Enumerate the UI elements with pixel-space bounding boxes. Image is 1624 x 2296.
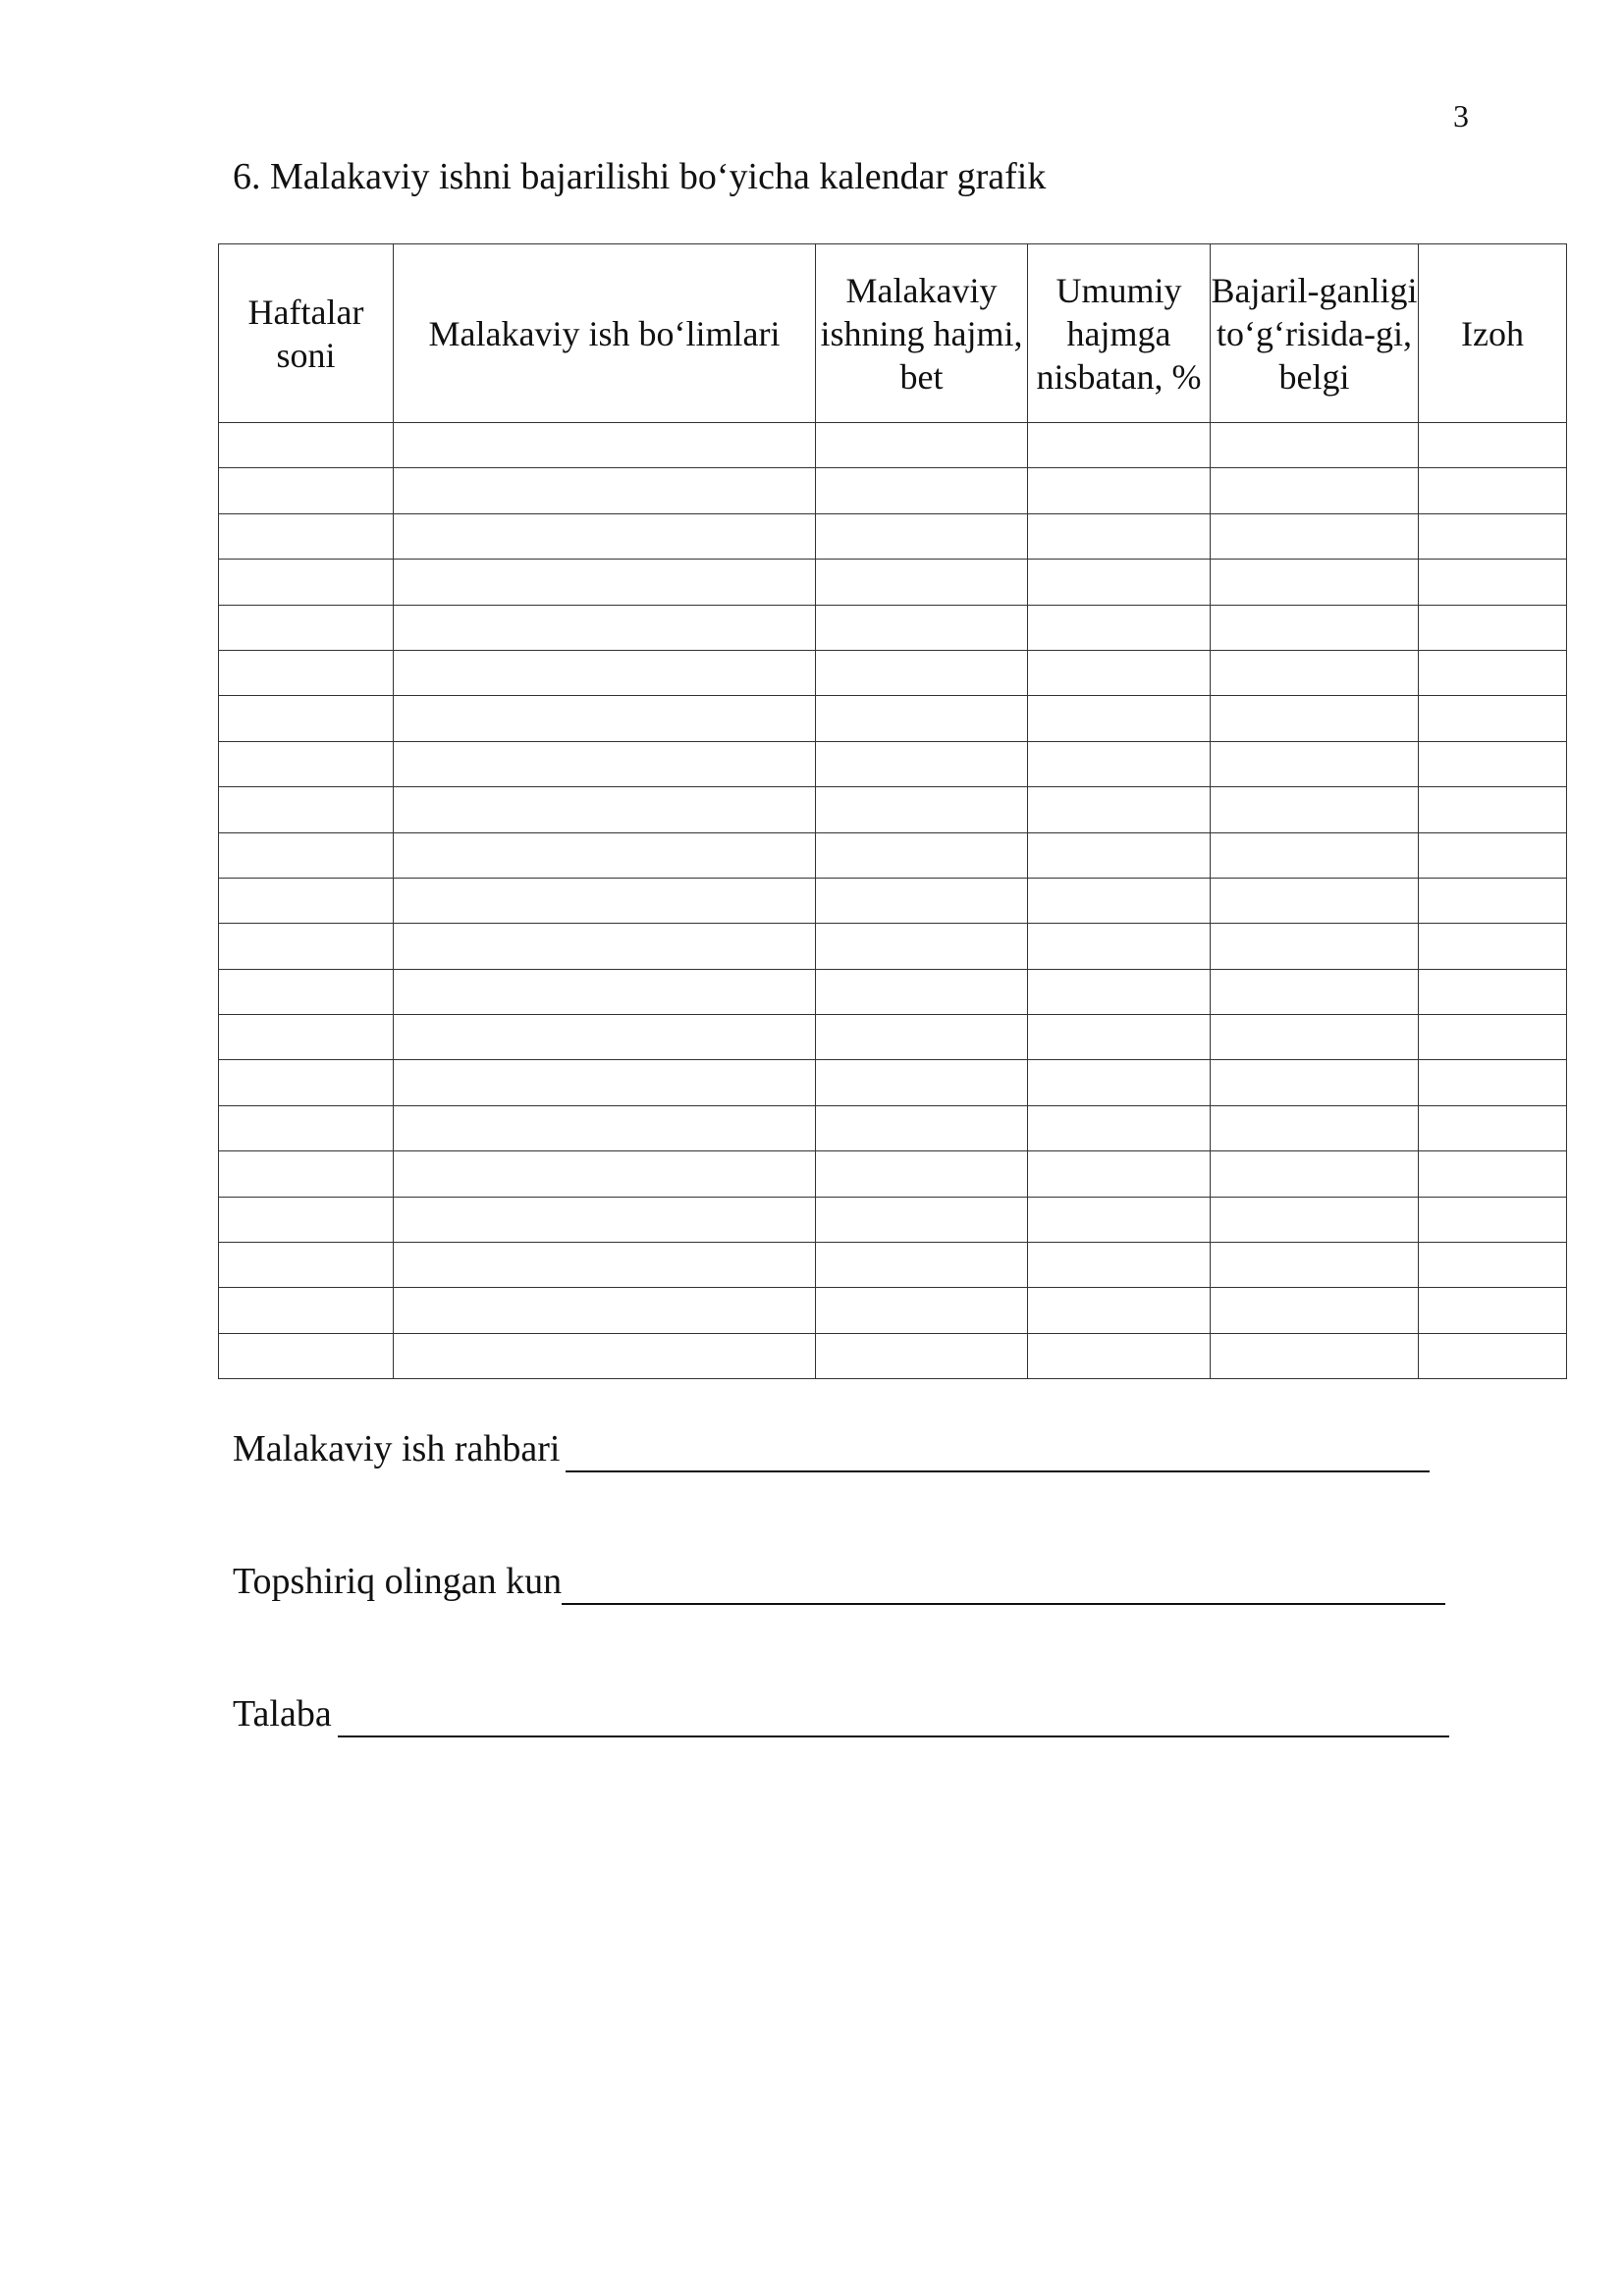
table-cell[interactable] (219, 832, 394, 878)
table-cell[interactable] (1419, 468, 1567, 513)
table-cell[interactable] (1028, 468, 1211, 513)
table-cell[interactable] (1028, 650, 1211, 695)
table-cell[interactable] (1211, 513, 1419, 559)
table-cell[interactable] (1028, 605, 1211, 650)
table-cell[interactable] (1419, 741, 1567, 786)
section-title: 6. Malakaviy ishni bajarilishi bo‘yicha kalendar grafik (233, 156, 1047, 197)
table-row (219, 1105, 1567, 1150)
table-cell[interactable] (816, 741, 1028, 786)
table-cell[interactable] (219, 423, 394, 468)
table-cell[interactable] (394, 1151, 816, 1197)
table-cell[interactable] (394, 560, 816, 605)
table-cell[interactable] (816, 832, 1028, 878)
table-cell[interactable] (1028, 969, 1211, 1014)
assignment-date-blank[interactable] (562, 1572, 1445, 1605)
table-cell[interactable] (1211, 650, 1419, 695)
table-cell[interactable] (1419, 513, 1567, 559)
table-cell[interactable] (394, 1105, 816, 1150)
table-cell[interactable] (394, 969, 816, 1014)
table-cell[interactable] (1419, 1151, 1567, 1197)
table-cell[interactable] (394, 423, 816, 468)
table-cell[interactable] (394, 468, 816, 513)
table-cell[interactable] (1028, 1288, 1211, 1333)
table-cell[interactable] (816, 924, 1028, 969)
table-cell[interactable] (816, 878, 1028, 923)
table-cell[interactable] (1419, 1197, 1567, 1242)
table-cell[interactable] (1028, 1015, 1211, 1060)
table-row (219, 605, 1567, 650)
table-cell[interactable] (1211, 1243, 1419, 1288)
table-cell[interactable] (1211, 1015, 1419, 1060)
table-cell[interactable] (1419, 605, 1567, 650)
table-cell[interactable] (1211, 605, 1419, 650)
table-cell[interactable] (1211, 1060, 1419, 1105)
table-cell[interactable] (816, 513, 1028, 559)
table-cell[interactable] (219, 1151, 394, 1197)
table-cell[interactable] (219, 787, 394, 832)
table-cell[interactable] (394, 1197, 816, 1242)
table-cell[interactable] (219, 1288, 394, 1333)
table-row (219, 787, 1567, 832)
assignment-date-label: Topshiriq olingan kun (233, 1561, 563, 1602)
table-cell[interactable] (394, 924, 816, 969)
table-row (219, 1333, 1567, 1378)
table-row (219, 560, 1567, 605)
table-cell[interactable] (1211, 1105, 1419, 1150)
table-cell[interactable] (816, 1243, 1028, 1288)
table-cell[interactable] (1028, 513, 1211, 559)
table-cell[interactable] (816, 650, 1028, 695)
table-cell[interactable] (1419, 696, 1567, 741)
table-cell[interactable] (816, 423, 1028, 468)
table-cell[interactable] (219, 513, 394, 559)
table-cell[interactable] (1211, 1151, 1419, 1197)
table-row (219, 1243, 1567, 1288)
table-cell[interactable] (219, 650, 394, 695)
table-cell[interactable] (394, 696, 816, 741)
table-row (219, 878, 1567, 923)
table-cell[interactable] (1028, 787, 1211, 832)
calendar-schedule-table (218, 243, 1567, 1379)
header-completion-mark: Bajaril-ganligi to‘g‘risida-gi, belgi (1211, 244, 1419, 423)
table-cell[interactable] (1419, 969, 1567, 1014)
table-cell[interactable] (1028, 423, 1211, 468)
table-cell[interactable] (816, 1015, 1028, 1060)
table-cell[interactable] (816, 1105, 1028, 1150)
table-cell[interactable] (816, 560, 1028, 605)
table-cell[interactable] (394, 1060, 816, 1105)
table-cell[interactable] (394, 1243, 816, 1288)
table-cell[interactable] (394, 650, 816, 695)
header-sections: Malakaviy ish bo‘limlari (394, 244, 816, 423)
table-cell[interactable] (1028, 1333, 1211, 1378)
table-cell[interactable] (1211, 696, 1419, 741)
table-cell[interactable] (1419, 1333, 1567, 1378)
supervisor-signature-line (233, 1425, 1430, 1472)
table-cell[interactable] (394, 1015, 816, 1060)
table-cell[interactable] (394, 1333, 816, 1378)
table-cell[interactable] (219, 741, 394, 786)
table-cell[interactable] (1028, 924, 1211, 969)
table-row (219, 513, 1567, 559)
table-cell[interactable] (816, 468, 1028, 513)
table-cell[interactable] (1211, 1333, 1419, 1378)
supervisor-label: Malakaviy ish rahbari (233, 1428, 561, 1469)
table-cell[interactable] (1211, 924, 1419, 969)
table-cell[interactable] (219, 1333, 394, 1378)
table-cell[interactable] (1028, 560, 1211, 605)
student-blank[interactable] (338, 1704, 1449, 1737)
table-row (219, 969, 1567, 1014)
table-cell[interactable] (1028, 832, 1211, 878)
table-cell[interactable] (394, 1288, 816, 1333)
table-cell[interactable] (1028, 696, 1211, 741)
table-cell[interactable] (1028, 878, 1211, 923)
table-row (219, 696, 1567, 741)
page-number: 3 (1453, 98, 1469, 133)
table-cell[interactable] (816, 787, 1028, 832)
table-body (219, 423, 1567, 1379)
table-cell[interactable] (219, 924, 394, 969)
table-cell[interactable] (1211, 741, 1419, 786)
table-cell[interactable] (1419, 1288, 1567, 1333)
table-cell[interactable] (1028, 1151, 1211, 1197)
table-row (219, 1060, 1567, 1105)
table-cell[interactable] (219, 1060, 394, 1105)
table-cell[interactable] (1211, 560, 1419, 605)
supervisor-blank[interactable] (566, 1439, 1430, 1472)
student-label: Talaba (233, 1693, 332, 1735)
header-percent-of-total: Umumiy hajmga nisbatan, % (1028, 244, 1211, 423)
table-cell[interactable] (1419, 787, 1567, 832)
table-cell[interactable] (816, 1288, 1028, 1333)
header-weeks: Haftalar soni (219, 244, 394, 423)
table-row (219, 468, 1567, 513)
table-cell[interactable] (1028, 1105, 1211, 1150)
table-cell[interactable] (219, 1105, 394, 1150)
table-cell[interactable] (1028, 1243, 1211, 1288)
table-cell[interactable] (1419, 832, 1567, 878)
table-cell[interactable] (219, 969, 394, 1014)
table-cell[interactable] (394, 878, 816, 923)
table-row (219, 1288, 1567, 1333)
table-row (219, 650, 1567, 695)
table-cell[interactable] (394, 513, 816, 559)
table-cell[interactable] (219, 560, 394, 605)
table-cell[interactable] (394, 787, 816, 832)
table-cell[interactable] (219, 1243, 394, 1288)
table-row (219, 1015, 1567, 1060)
table-cell[interactable] (1211, 787, 1419, 832)
table-row (219, 741, 1567, 786)
table-cell[interactable] (219, 605, 394, 650)
table-cell[interactable] (816, 1333, 1028, 1378)
table-cell[interactable] (1419, 650, 1567, 695)
table-cell[interactable] (1419, 1015, 1567, 1060)
table-cell[interactable] (1419, 1243, 1567, 1288)
table-cell[interactable] (1028, 1197, 1211, 1242)
table-cell[interactable] (394, 605, 816, 650)
table-cell[interactable] (1211, 468, 1419, 513)
table-cell[interactable] (219, 696, 394, 741)
table-cell[interactable] (1419, 924, 1567, 969)
table-cell[interactable] (1419, 1060, 1567, 1105)
table-cell[interactable] (1419, 560, 1567, 605)
table-cell[interactable] (816, 969, 1028, 1014)
table-row (219, 1197, 1567, 1242)
student-signature-line (233, 1690, 1449, 1737)
table-cell[interactable] (1419, 423, 1567, 468)
table-cell[interactable] (1211, 1288, 1419, 1333)
table-row (219, 924, 1567, 969)
assignment-date-line (233, 1558, 1445, 1605)
table-cell[interactable] (219, 1015, 394, 1060)
table-row (219, 832, 1567, 878)
table-cell[interactable] (1028, 741, 1211, 786)
table-cell[interactable] (816, 1151, 1028, 1197)
table-cell[interactable] (1211, 878, 1419, 923)
table-cell[interactable] (816, 1197, 1028, 1242)
table-cell[interactable] (1211, 1197, 1419, 1242)
table-cell[interactable] (816, 696, 1028, 741)
table-row (219, 423, 1567, 468)
table-cell[interactable] (1211, 832, 1419, 878)
table-cell[interactable] (394, 832, 816, 878)
table-header-row (219, 244, 1567, 423)
table-cell[interactable] (1211, 423, 1419, 468)
table-cell[interactable] (816, 1060, 1028, 1105)
header-notes: Izoh (1419, 244, 1567, 423)
table-cell[interactable] (1419, 1105, 1567, 1150)
table-row (219, 1151, 1567, 1197)
table-cell[interactable] (1211, 969, 1419, 1014)
table-cell[interactable] (219, 1197, 394, 1242)
table-cell[interactable] (219, 468, 394, 513)
table-cell[interactable] (1028, 1060, 1211, 1105)
table-cell[interactable] (219, 878, 394, 923)
table-cell[interactable] (816, 605, 1028, 650)
table-cell[interactable] (1419, 878, 1567, 923)
table-cell[interactable] (394, 741, 816, 786)
header-volume-pages: Malakaviy ishning hajmi, bet (816, 244, 1028, 423)
